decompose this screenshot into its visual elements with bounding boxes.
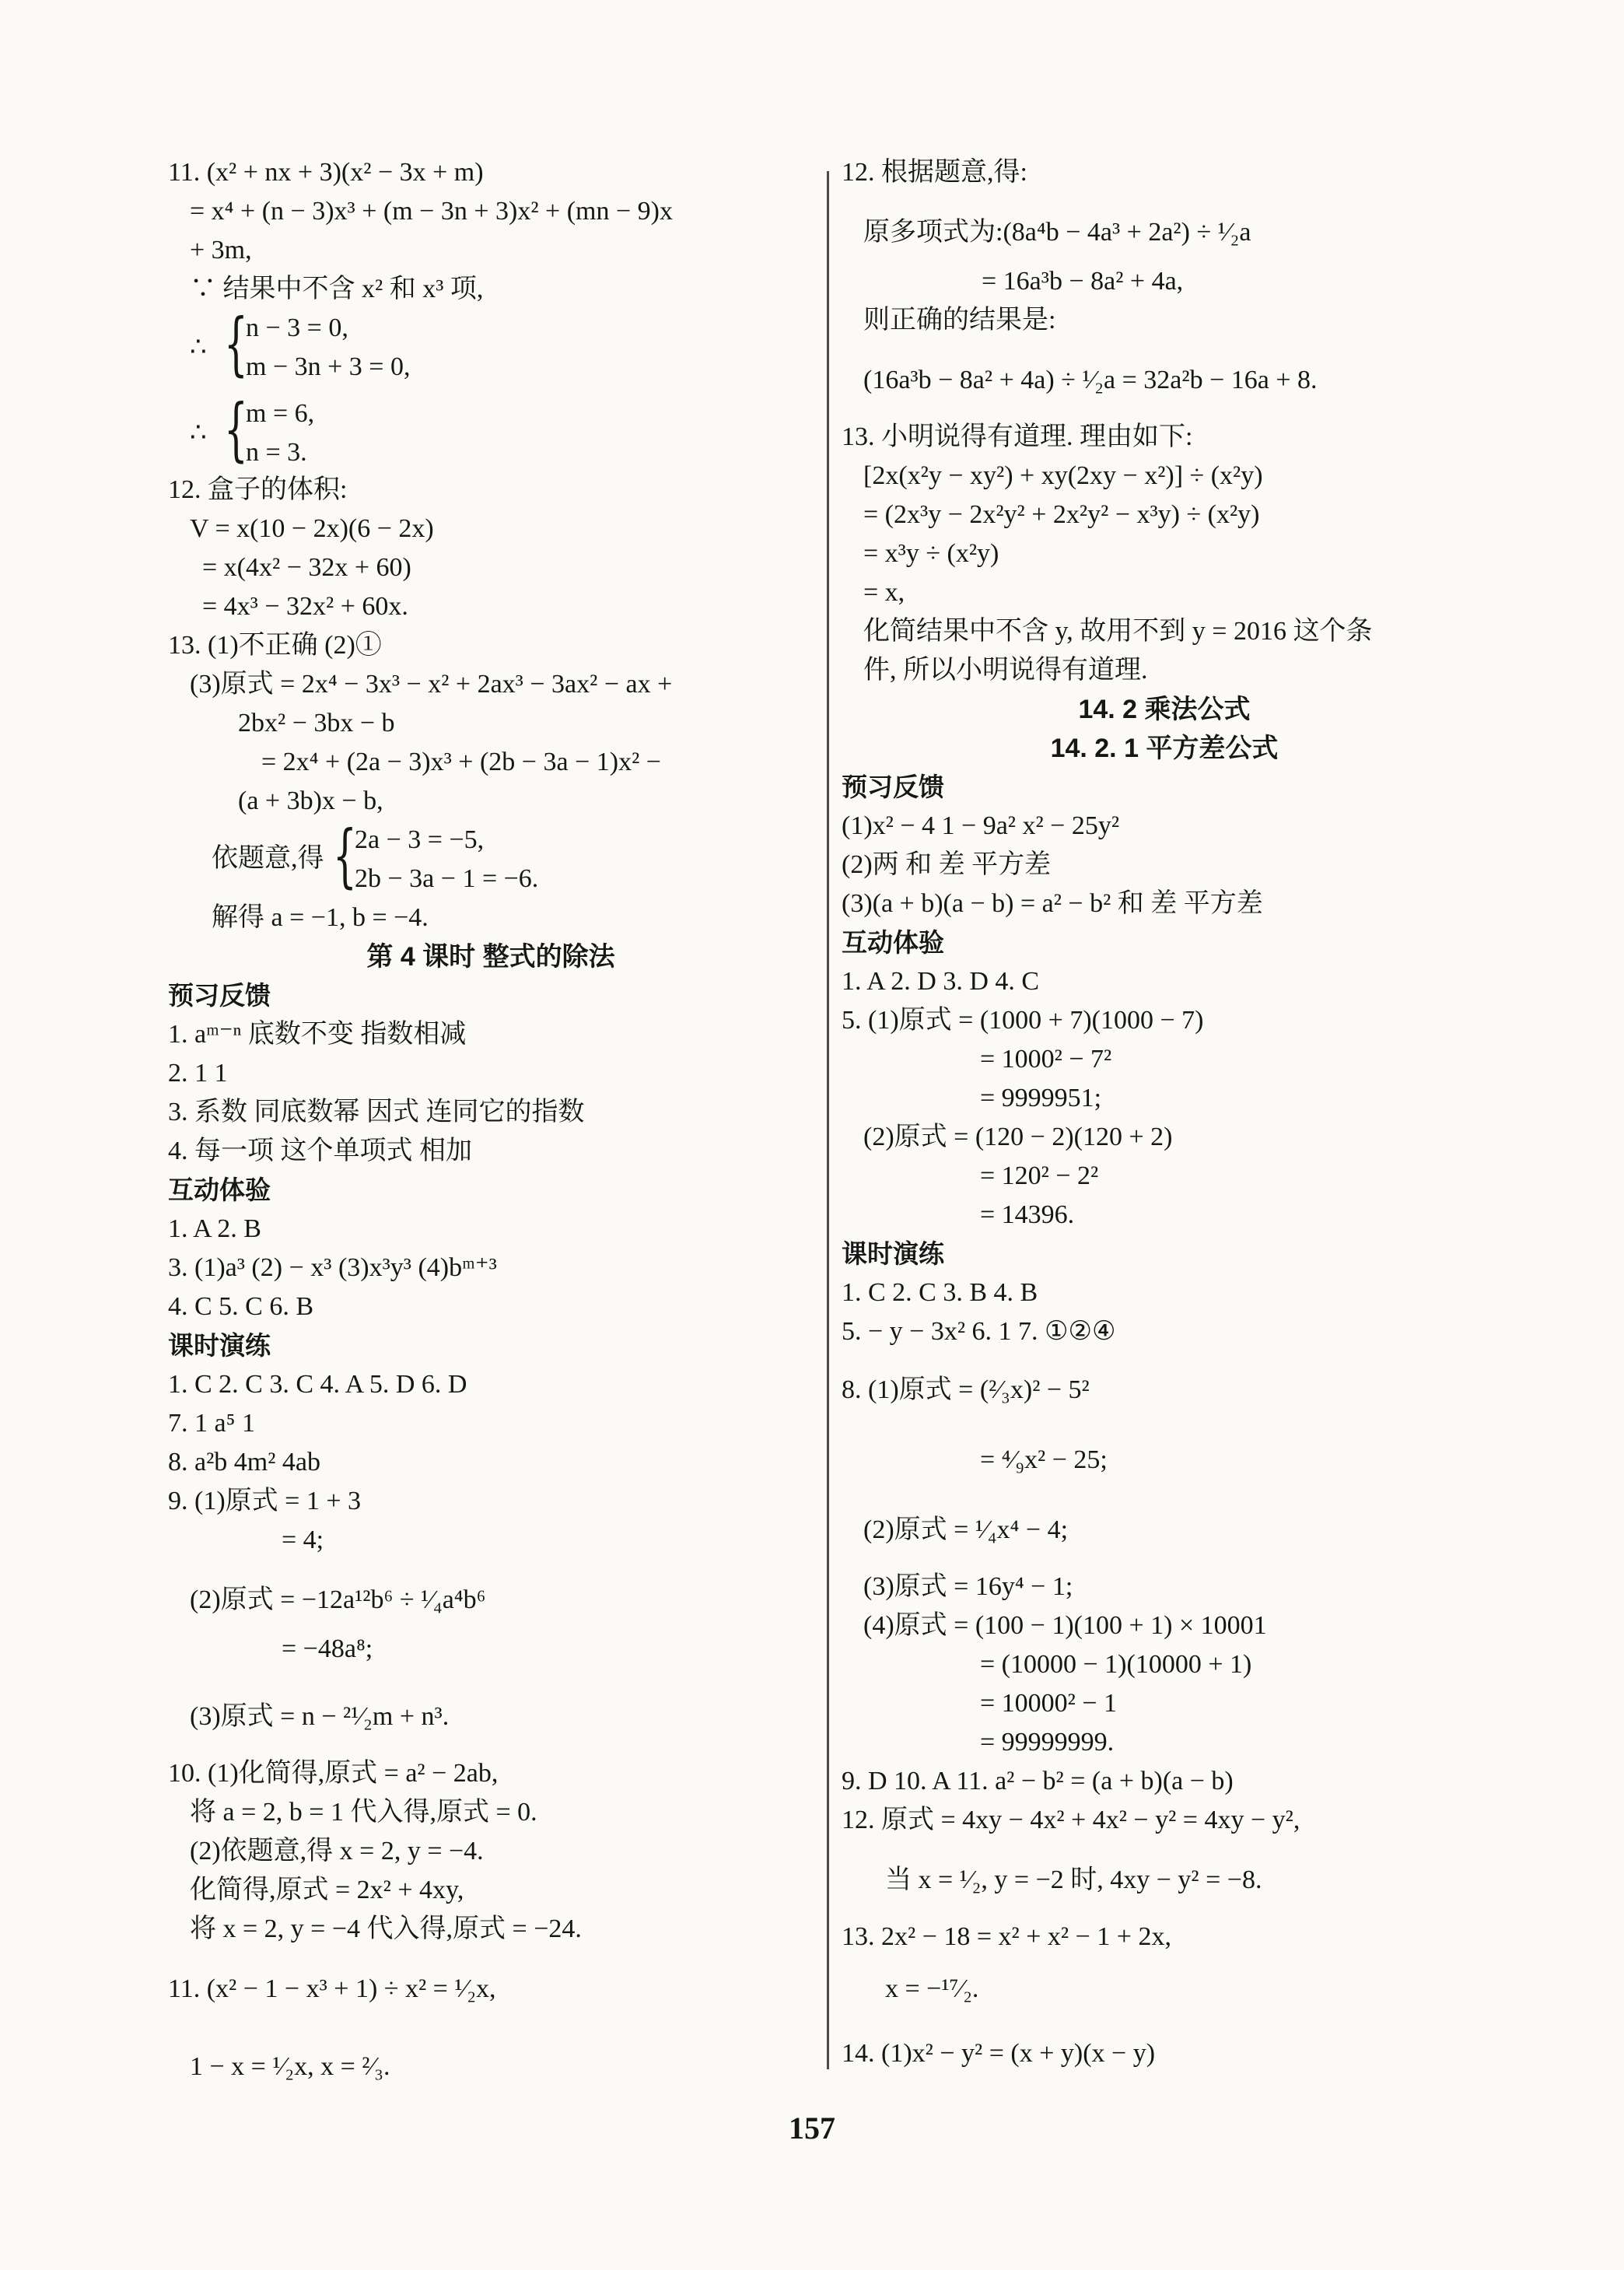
answer-line: m − 3n + 3 = 0, xyxy=(246,352,411,381)
answer-line: = 16a³b − 8a² + 4a, xyxy=(982,267,1184,296)
answer-line: 2b − 3a − 1 = −6. xyxy=(355,864,539,893)
answer-line: 13. 2x² − 18 = x² + x² − 1 + 2x, xyxy=(842,1922,1171,1951)
section-heading: 14. 2 乘法公式 xyxy=(1078,695,1251,724)
answer-line: ∴ xyxy=(190,333,207,362)
answer-line: 件, 所以小明说得有道理. xyxy=(863,656,1148,685)
answer-line: (2)两 和 差 平方差 xyxy=(842,850,1052,879)
answer-line: 依题意,得 xyxy=(212,844,324,873)
subsection-heading: 预习反馈 xyxy=(168,981,271,1010)
answer-line: 化简结果中不含 y, 故用不到 y = 2016 这个条 xyxy=(863,617,1373,646)
column-divider xyxy=(827,171,829,2069)
answer-line: 1. aᵐ⁻ⁿ 底数不变 指数相减 xyxy=(168,1020,467,1049)
answer-line: V = x(10 − 2x)(6 − 2x) xyxy=(190,514,434,543)
answer-line: 4. 每一项 这个单项式 相加 xyxy=(168,1137,472,1165)
answer-line: = 2x⁴ + (2a − 3)x³ + (2b − 3a − 1)x² − xyxy=(261,748,661,776)
answer-line: x = −¹⁷⁄₂. xyxy=(885,1974,979,2003)
answer-line: 当 x = ¹⁄₂, y = −2 时, 4xy − y² = −8. xyxy=(885,1865,1262,1894)
equation-system-brace: { xyxy=(224,303,248,384)
answer-line: = 1000² − 7² xyxy=(980,1045,1112,1074)
answer-line: 5. − y − 3x² 6. 1 7. ①②④ xyxy=(842,1317,1116,1346)
answer-line: = 10000² − 1 xyxy=(980,1689,1118,1718)
answer-line: 化简得,原式 = 2x² + 4xy, xyxy=(190,1876,464,1904)
answer-line: = 99999999. xyxy=(980,1728,1115,1757)
answer-line: = 4x³ − 32x² + 60x. xyxy=(202,592,408,621)
answer-line: 9. (1)原式 = 1 + 3 xyxy=(168,1487,361,1515)
answer-line: = (10000 − 1)(10000 + 1) xyxy=(980,1650,1252,1679)
answer-line: (16a³b − 8a² + 4a) ÷ ¹⁄₂a = 32a²b − 16a + 8. xyxy=(863,366,1318,394)
answer-line: = 120² − 2² xyxy=(980,1161,1099,1190)
equation-system-brace: { xyxy=(224,389,248,469)
answer-line: = ⁴⁄₉x² − 25; xyxy=(980,1445,1108,1474)
answer-line: (2)原式 = ¹⁄₄x⁴ − 4; xyxy=(863,1515,1069,1544)
answer-line: 8. (1)原式 = (²⁄₃x)² − 5² xyxy=(842,1375,1090,1404)
answer-line: 1. C 2. C 3. C 4. A 5. D 6. D xyxy=(168,1370,467,1399)
section-heading: 第 4 课时 整式的除法 xyxy=(366,942,615,972)
answer-line: 11. (x² − 1 − x³ + 1) ÷ x² = ¹⁄₂x, xyxy=(168,1974,496,2003)
answer-line: 13. (1)不正确 (2)① xyxy=(168,631,382,660)
answer-line: 原多项式为:(8a⁴b − 4a³ + 2a²) ÷ ¹⁄₂a xyxy=(863,218,1251,247)
answer-line: 8. a²b 4m² 4ab xyxy=(168,1448,321,1477)
answer-line: 将 x = 2, y = −4 代入得,原式 = −24. xyxy=(190,1914,582,1943)
answer-line: 14. (1)x² − y² = (x + y)(x − y) xyxy=(842,2039,1156,2068)
answer-line: (3)原式 = 2x⁴ − 3x³ − x² + 2ax³ − 3ax² − ax + xyxy=(190,670,673,699)
subsection-heading: 互动体验 xyxy=(168,1175,271,1204)
answer-line: (4)原式 = (100 − 1)(100 + 1) × 10001 xyxy=(863,1611,1267,1640)
answer-line: 13. 小明说得有道理. 理由如下: xyxy=(842,422,1193,451)
answer-line: (a + 3b)x − b, xyxy=(238,786,383,815)
answer-line: [2x(x²y − xy²) + xy(2xy − x²)] ÷ (x²y) xyxy=(863,461,1263,490)
answer-line: (3)原式 = 16y⁴ − 1; xyxy=(863,1572,1073,1601)
answer-line: 10. (1)化简得,原式 = a² − 2ab, xyxy=(168,1759,499,1788)
answer-line: 1. A 2. B xyxy=(168,1214,261,1243)
answer-line: (2)依题意,得 x = 2, y = −4. xyxy=(190,1837,484,1865)
answer-line: = 4; xyxy=(282,1526,324,1554)
answer-line: = (2x³y − 2x²y² + 2x²y² − x³y) ÷ (x²y) xyxy=(863,500,1260,529)
answer-line: 解得 a = −1, b = −4. xyxy=(212,903,429,932)
answer-line: 3. 系数 同底数幂 因式 连同它的指数 xyxy=(168,1098,585,1126)
answer-line: 1. A 2. D 3. D 4. C xyxy=(842,967,1040,996)
answer-line: ∴ xyxy=(190,419,207,447)
answer-line: ∵ 结果中不含 x² 和 x³ 项, xyxy=(190,275,484,303)
answer-line: 12. 盒子的体积: xyxy=(168,475,348,504)
answer-line: 将 a = 2, b = 1 代入得,原式 = 0. xyxy=(190,1798,537,1827)
answer-line: = 9999951; xyxy=(980,1084,1102,1112)
answer-line: (2)原式 = −12a¹²b⁶ ÷ ¹⁄₄a⁴b⁶ xyxy=(190,1585,486,1614)
answer-line: 则正确的结果是: xyxy=(863,306,1056,335)
answer-line: 11. (x² + nx + 3)(x² − 3x + m) xyxy=(168,158,484,187)
answer-line: m = 6, xyxy=(246,399,315,428)
answer-line: 7. 1 a⁵ 1 xyxy=(168,1409,255,1438)
subsection-heading: 课时演练 xyxy=(842,1239,944,1268)
subsection-heading: 课时演练 xyxy=(168,1331,271,1360)
answer-line: 2. 1 1 xyxy=(168,1059,228,1088)
answer-line: = x(4x² − 32x + 60) xyxy=(202,553,411,582)
answer-line: 1. C 2. C 3. B 4. B xyxy=(842,1278,1038,1307)
answer-line: (3)(a + b)(a − b) = a² − b² 和 差 平方差 xyxy=(842,889,1263,918)
subsection-heading: 互动体验 xyxy=(842,928,944,957)
answer-line: (1)x² − 4 1 − 9a² x² − 25y² xyxy=(842,811,1120,840)
answer-line: 2bx² − 3bx − b xyxy=(238,709,395,737)
answer-line: 4. C 5. C 6. B xyxy=(168,1292,314,1321)
answer-line: 12. 原式 = 4xy − 4x² + 4x² − y² = 4xy − y², xyxy=(842,1806,1300,1834)
answer-line: (3)原式 = n − ²¹⁄₂m + n³. xyxy=(190,1702,450,1731)
answer-line: = x⁴ + (n − 3)x³ + (m − 3n + 3)x² + (mn − 9)x xyxy=(190,197,673,226)
subsection-heading: 预习反馈 xyxy=(842,772,944,801)
answer-line: (2)原式 = (120 − 2)(120 + 2) xyxy=(863,1123,1173,1151)
answer-line: + 3m, xyxy=(190,236,252,264)
answer-line: 9. D 10. A 11. a² − b² = (a + b)(a − b) xyxy=(842,1767,1234,1795)
answer-line: 1 − x = ¹⁄₂x, x = ²⁄₃. xyxy=(190,2052,390,2081)
equation-system-brace: { xyxy=(333,815,357,895)
answer-line: n − 3 = 0, xyxy=(246,314,348,342)
answer-line: = 14396. xyxy=(980,1200,1075,1229)
answer-line: 3. (1)a³ (2) − x³ (3)x³y³ (4)bᵐ⁺³ xyxy=(168,1253,497,1282)
answer-line: = x, xyxy=(863,578,905,607)
answer-line: = x³y ÷ (x²y) xyxy=(863,539,999,568)
answer-line: 12. 根据题意,得: xyxy=(842,158,1027,187)
answer-line: = −48a⁸; xyxy=(282,1634,373,1663)
page-number: 157 xyxy=(789,2111,835,2146)
section-heading: 14. 2. 1 平方差公式 xyxy=(1050,734,1279,763)
answer-line: n = 3. xyxy=(246,438,307,467)
answer-line: 2a − 3 = −5, xyxy=(355,825,485,854)
answer-line: 5. (1)原式 = (1000 + 7)(1000 − 7) xyxy=(842,1006,1204,1035)
